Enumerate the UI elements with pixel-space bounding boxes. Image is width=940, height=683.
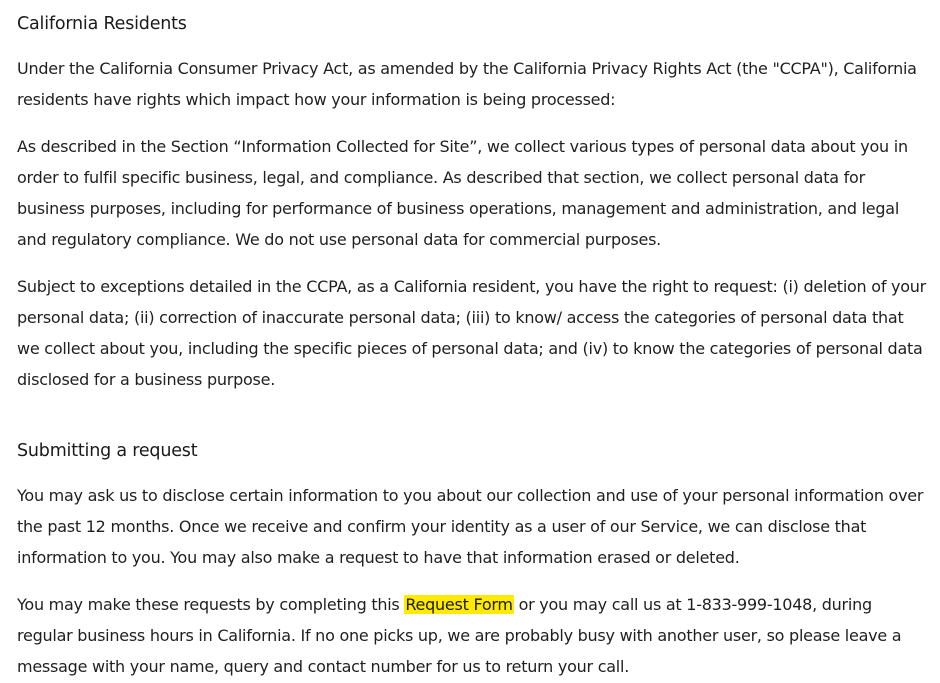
- california-residents-section: [17, 8, 926, 395]
- data-collection-paragraph: As described in the Section “Information Collected for Site”, we collect various types of personal data about you in order to fulfil specific business, legal, and compliance. As described that section, we collect personal data for business purposes, including for performance of business operations, management and administration, and legal and regulatory compliance. We do not use personal data for commercial purposes.: [17, 137, 908, 249]
- california-residents-heading: California Residents: [17, 14, 187, 34]
- request-instructions-paragraph: [17, 589, 926, 682]
- request-text-after: or you may call us at 1-833-999-1048, during regular business hours in California. If no one picks up, we are probably busy with another user, so please leave a message with your name, query and contact number for us to return your call.: [17, 595, 902, 676]
- disclosure-paragraph: You may ask us to disclose certain information to you about our collection and use of your personal information over the past 12 months. Once we receive and confirm your identity as a user of our Service, we can disclose that information to you. You may also make a request to have that information erased or deleted.: [17, 486, 924, 567]
- ccpa-intro-paragraph: Under the California Consumer Privacy Act, as amended by the California Privacy Rights Act (the "CCPA"), California residents have rights which impact how your information is being processed:: [17, 59, 917, 109]
- rights-paragraph: Subject to exceptions detailed in the CCPA, as a California resident, you have the right to request: (i) deletion of your personal data; (ii) correction of inaccurate personal data; (iii) to know/ access the categories of personal data that we collect about you, including the specific pieces of personal data; and (iv) to know the categories of personal data disclosed for a business purpose.: [17, 277, 927, 389]
- submitting-request-section: [17, 435, 926, 682]
- submitting-request-heading: Submitting a request: [17, 441, 198, 461]
- request-text-before: You may make these requests by completing this: [17, 595, 405, 614]
- request-form-link[interactable]: Request Form: [405, 595, 513, 614]
